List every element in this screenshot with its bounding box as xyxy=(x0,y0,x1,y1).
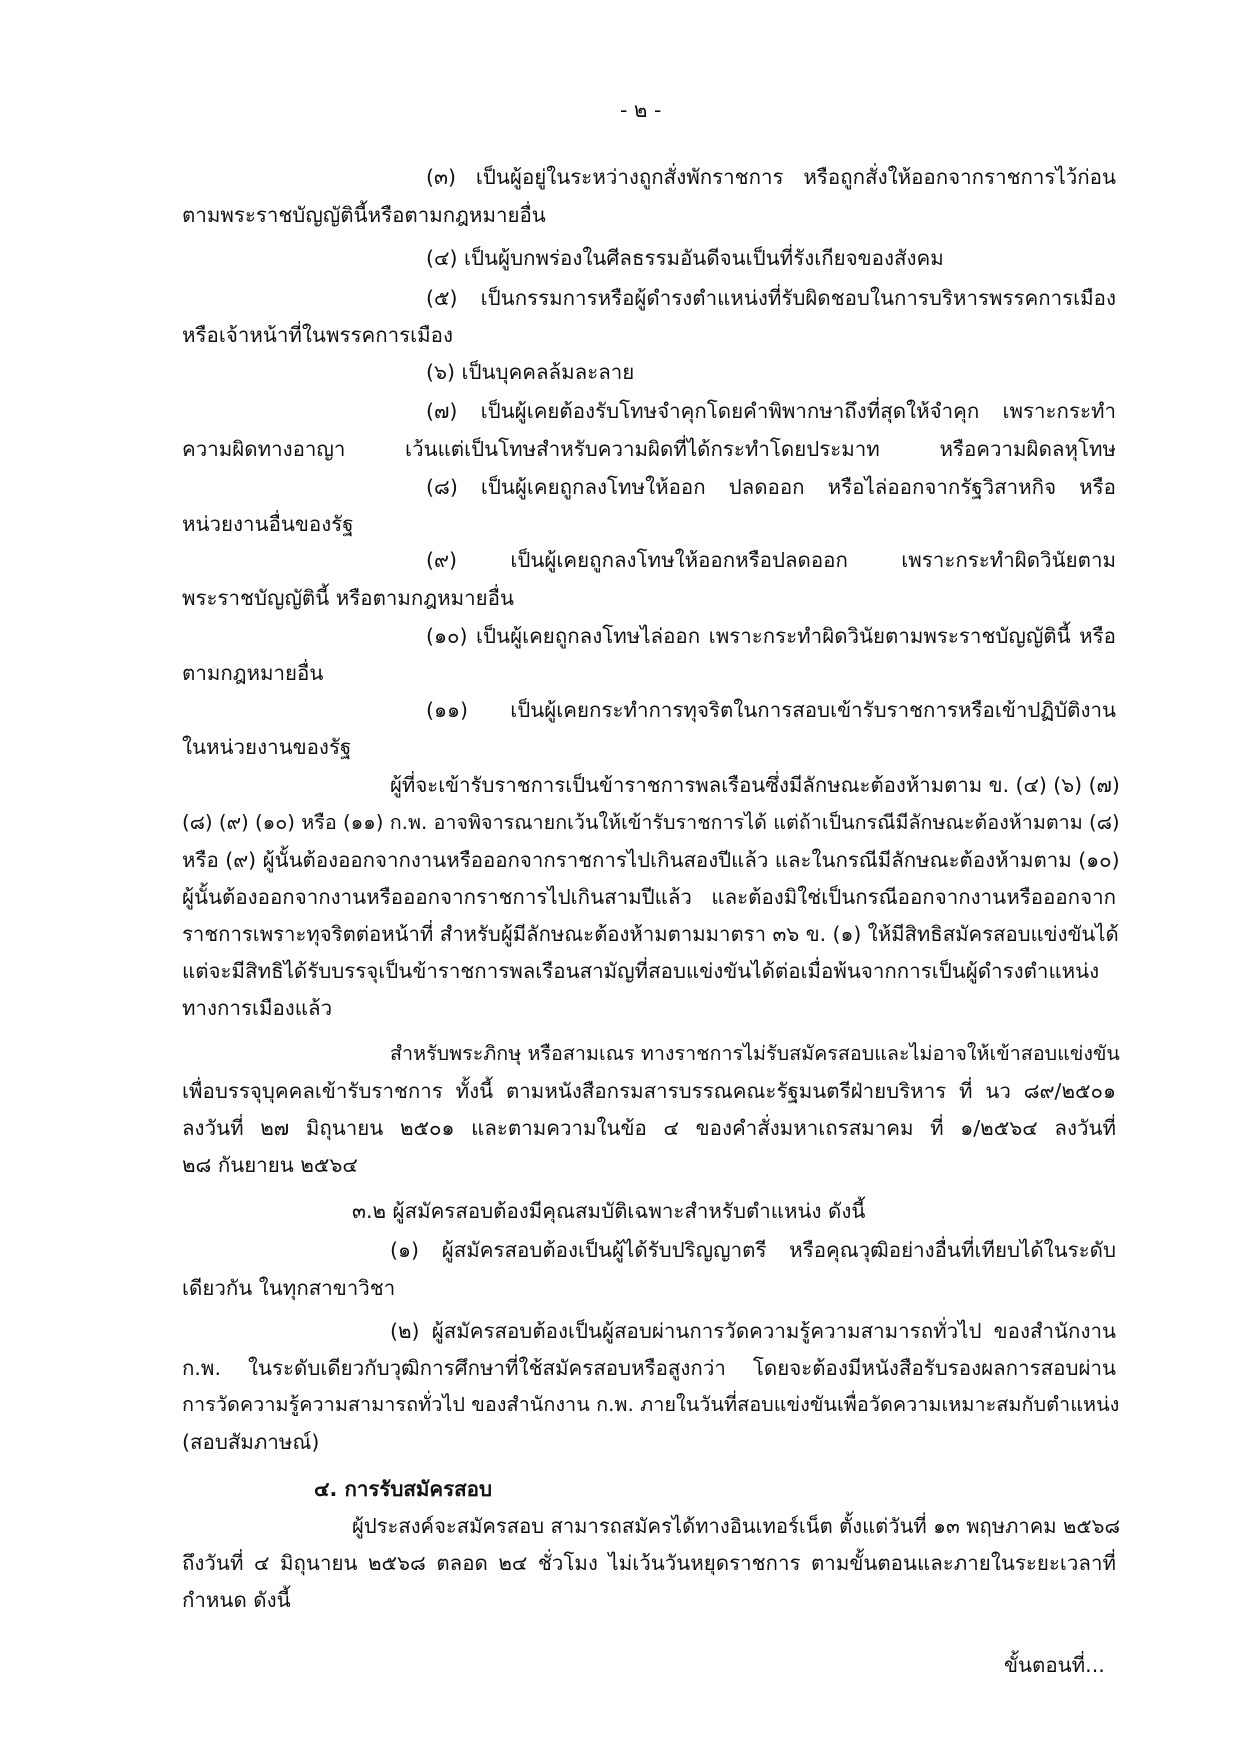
monk-paragraph-line: ๒๘ กันยายน ๒๕๖๔ xyxy=(182,1153,358,1177)
item-11-line-1: (๑๑) เป็นผู้เคยกระทำการทุจริตในการสอบเข้ารับราชการหรือเข้าปฏิบัติงาน xyxy=(426,698,1116,722)
qualification-2-line: (๒) ผู้สมัครสอบต้องเป็นผู้สอบผ่านการวัดความรู้ความสามารถทั่วไป ของสำนักงาน xyxy=(390,1319,1116,1343)
qualification-2-line: การวัดความรู้ความสามารถทั่วไป ของสำนักงาน ก.พ. ภายในวันที่สอบแข่งขันเพื่อวัดความเหมาะสมกับตำแหน่ง xyxy=(182,1393,1120,1416)
monk-paragraph-line: สำหรับพระภิกษุ หรือสามเณร ทางราชการไม่รับสมัครสอบและไม่อาจให้เข้าสอบแข่งขัน xyxy=(390,1042,1120,1065)
exception-paragraph-line: (๘) (๙) (๑๐) หรือ (๑๑) ก.พ. อาจพิจารณายกเว้นให้เข้ารับราชการได้ แต่ถ้าเป็นกรณีมีลักษณะต้องห้ามตาม (๘) xyxy=(182,811,1120,834)
monk-paragraph-line: เพื่อบรรจุบุคคลเข้ารับราชการ ทั้งนี้ ตามหนังสือกรมสารบรรณคณะรัฐมนตรีฝ่ายบริหาร ที่ นว ๘๙/๒๕๐๑ xyxy=(182,1079,1116,1103)
section-4-paragraph-line: ผู้ประสงค์จะสมัครสอบ สามารถสมัครได้ทางอินเทอร์เน็ต ตั้งแต่วันที่ ๑๓ พฤษภาคม ๒๕๖๘ xyxy=(352,1514,1121,1538)
item-11-line-2: ในหน่วยงานของรัฐ xyxy=(182,735,352,759)
item-9-line-2: พระราชบัญญัตินี้ หรือตามกฎหมายอื่น xyxy=(182,586,514,610)
section-3-2-heading: ๓.๒ ผู้สมัครสอบต้องมีคุณสมบัติเฉพาะสำหรับตำแหน่ง ดังนี้ xyxy=(352,1199,866,1223)
item-8-line-1: (๘) เป็นผู้เคยถูกลงโทษให้ออก ปลดออก หรือไล่ออกจากรัฐวิสาหกิจ หรือ xyxy=(426,475,1116,499)
exception-paragraph-line: หรือ (๙) ผู้นั้นต้องออกจากงานหรือออกจากราชการไปเกินสองปีแล้ว และในกรณีมีลักษณะต้องห้ามตาม (๑๐) xyxy=(182,848,1120,872)
exception-paragraph-line: ราชการเพราะทุจริตต่อหน้าที่ สำหรับผู้มีลักษณะต้องห้ามตามมาตรา ๓๖ ข. (๑) ให้มีสิทธิสมัครสอบแข่งขันได้ xyxy=(182,922,1119,946)
item-5-line-1: (๕) เป็นกรรมการหรือผู้ดำรงตำแหน่งที่รับผิดชอบในการบริหารพรรคการเมือง xyxy=(426,286,1116,310)
item-7-line-2: ความผิดทางอาญา เว้นแต่เป็นโทษสำหรับความผิดที่ได้กระทำโดยประมาท หรือความผิดลหุโทษ xyxy=(182,437,1116,461)
item-10-line-1: (๑๐) เป็นผู้เคยถูกลงโทษไล่ออก เพราะกระทำผิดวินัยตามพระราชบัญญัตินี้ หรือ xyxy=(426,624,1116,648)
section-4-paragraph-line: ถึงวันที่ ๔ มิถุนายน ๒๕๖๘ ตลอด ๒๔ ชั่วโมง ไม่เว้นวันหยุดราชการ ตามขั้นตอนและภายในระยะเวลาที่ xyxy=(182,1551,1116,1575)
section-4-heading: ๔. การรับสมัครสอบ xyxy=(314,1477,492,1501)
monk-paragraph-line: ลงวันที่ ๒๗ มิถุนายน ๒๕๐๑ และตามความในข้อ ๔ ของคำสั่งมหาเถรสมาคม ที่ ๑/๒๕๖๔ ลงวันที่ xyxy=(182,1116,1116,1140)
item-8-line-2: หน่วยงานอื่นของรัฐ xyxy=(182,512,354,536)
section-4-paragraph-line: กำหนด ดังนี้ xyxy=(182,1588,291,1612)
item-7-line-1: (๗) เป็นผู้เคยต้องรับโทษจำคุกโดยคำพิพากษาถึงที่สุดให้จำคุก เพราะกระทำ xyxy=(426,399,1116,423)
item-6: (๖) เป็นบุคคลล้มละลาย xyxy=(426,360,635,384)
page-number: - ๒ - xyxy=(620,98,662,122)
qualification-2-line: ก.พ. ในระดับเดียวกับวุฒิการศึกษาที่ใช้สมัครสอบหรือสูงกว่า โดยจะต้องมีหนังสือรับรองผลการสอบผ่าน xyxy=(182,1356,1116,1380)
exception-paragraph-line: แต่จะมีสิทธิได้รับบรรจุเป็นข้าราชการพลเรือนสามัญที่สอบแข่งขันได้ต่อเมื่อพ้นจากการเป็นผู้ดำรงตำแหน่ง xyxy=(182,959,1100,983)
qualification-1-line: (๑) ผู้สมัครสอบต้องเป็นผู้ได้รับปริญญาตรี หรือคุณวุฒิอย่างอื่นที่เทียบได้ในระดับ xyxy=(390,1238,1116,1262)
item-10-line-2: ตามกฎหมายอื่น xyxy=(182,661,324,685)
qualification-1-line: เดียวกัน ในทุกสาขาวิชา xyxy=(182,1276,396,1300)
exception-paragraph-line: ทางการเมืองแล้ว xyxy=(182,996,333,1020)
item-5-line-2: หรือเจ้าหน้าที่ในพรรคการเมือง xyxy=(182,323,453,347)
exception-paragraph-line: ผู้ที่จะเข้ารับราชการเป็นข้าราชการพลเรือนซึ่งมีลักษณะต้องห้ามตาม ข. (๔) (๖) (๗) xyxy=(390,773,1120,797)
item-3-line-1: (๓) เป็นผู้อยู่ในระหว่างถูกสั่งพักราชการ หรือถูกสั่งให้ออกจากราชการไว้ก่อน xyxy=(426,165,1116,189)
item-9-line-1: (๙) เป็นผู้เคยถูกลงโทษให้ออกหรือปลดออก เพราะกระทำผิดวินัยตาม xyxy=(426,548,1116,572)
qualification-2-line: (สอบสัมภาษณ์) xyxy=(182,1430,320,1454)
exception-paragraph-line: ผู้นั้นต้องออกจากงานหรือออกจากราชการไปเกินสามปีแล้ว และต้องมิใช่เป็นกรณีออกจากงานหรือออกจาก xyxy=(182,885,1116,909)
continuation-marker: ขั้นตอนที่... xyxy=(1004,1653,1105,1677)
item-3-line-2: ตามพระราชบัญญัตินี้หรือตามกฎหมายอื่น xyxy=(182,203,546,227)
item-4: (๔) เป็นผู้บกพร่องในศีลธรรมอันดีจนเป็นที่รังเกียจของสังคม xyxy=(426,246,944,270)
